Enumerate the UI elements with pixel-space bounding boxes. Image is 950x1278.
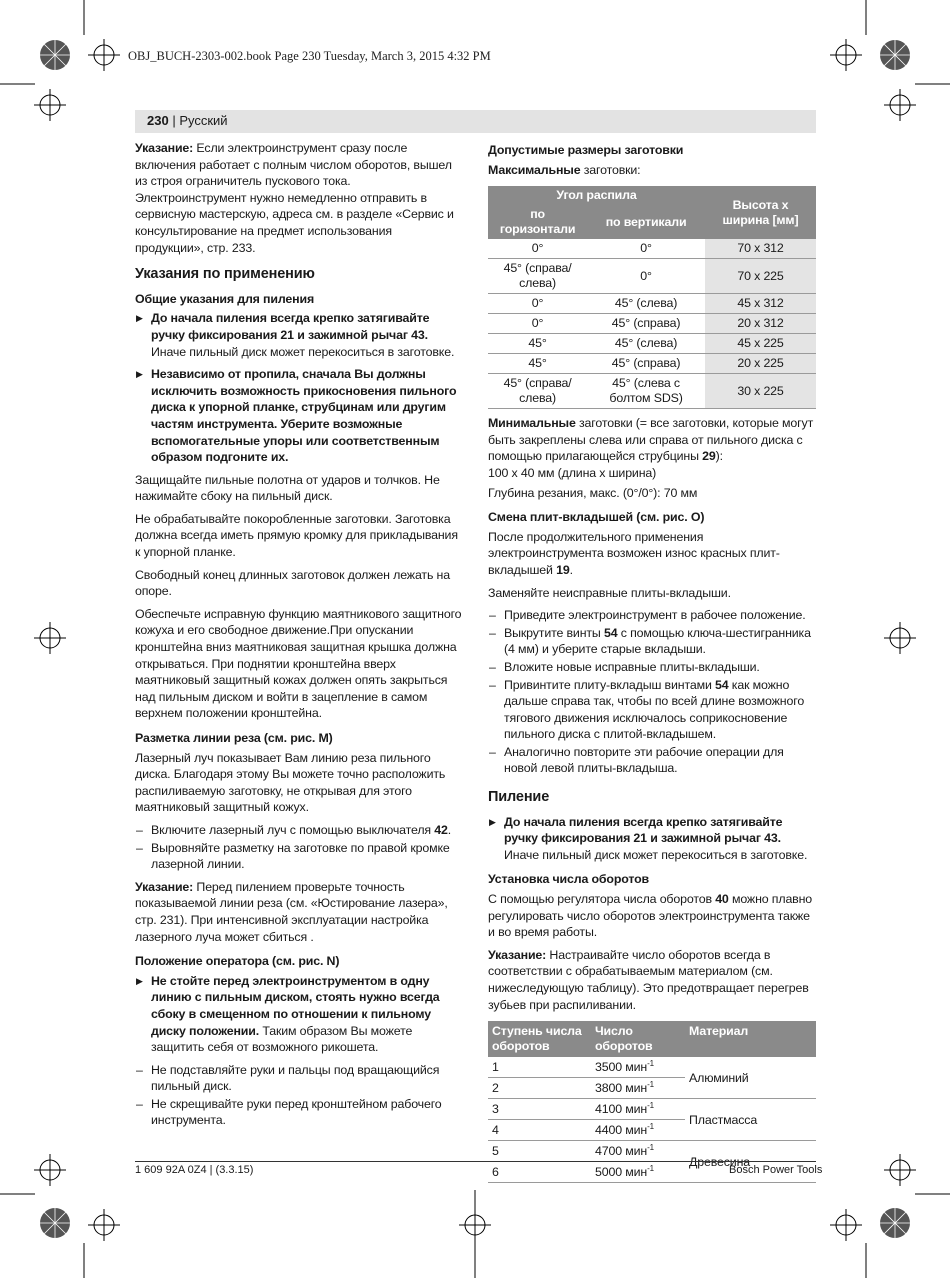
heading-inserts: Смена плит-вкладышей (см. рис. O): [488, 510, 705, 525]
th-rpm: Число оборотов: [591, 1021, 685, 1057]
cell-vertical: 45° (слева с болтом SDS): [587, 374, 705, 409]
warning-tighten-2: ▶ До начала пиления всегда крепко затягивайте ручку фиксирования 21 и зажимной рычаг 43. Иначе пильный диск может перекоситься в заготовке.: [488, 814, 816, 864]
paragraph-laser: Лазерный луч показывает Вам линию реза пильного диска. Благодаря этому Вы можете точно расположить распиливаемую заготовку, не открывая для этого маятниковый защитный кожух.: [135, 750, 446, 815]
cell-material: Древесина: [685, 1141, 816, 1183]
cell-horizontal: 45° (справа/слева): [488, 374, 587, 409]
cell-rpm: [591, 1162, 685, 1183]
cell-rpm: [591, 1078, 685, 1099]
cell-step: 4: [488, 1120, 591, 1141]
cell-size: 20 x 312: [705, 314, 816, 334]
page-header: 230 | Русский: [147, 113, 228, 128]
cell-size: 70 x 225: [705, 259, 816, 294]
rpm-exponent: -1: [647, 1143, 654, 1153]
rpm-unit: мин: [625, 1165, 648, 1180]
table-row: [488, 1099, 816, 1120]
th-angle: Угол распила: [488, 186, 705, 205]
cut-depth: Глубина резания, макс. (0°/0°): 70 мм: [488, 485, 698, 500]
table-row: [488, 334, 816, 354]
table-row: [488, 314, 816, 334]
cell-rpm: [591, 1120, 685, 1141]
note-speed: Указание: Настраивайте число оборотов всегда в соответствии с обрабатываемым материалом (см. нижеследующую таблицу). Это предотвращает перегрев зубьев при распиливании.: [488, 947, 809, 1012]
page-header-bar: [135, 110, 816, 133]
paragraph-guard: Обеспечьте исправную функцию маятникового защитного кожуха и его свободное движение.При опускании кронштейна вниз маятниковая защитная крышка должна открываться. При поднятии кронштейна вверх маятниковый защитный кожах должен опять закрыться над пильным диском и войти в зацепление в самом верхнем положении кронштейна.: [135, 606, 462, 721]
heading-general: Общие указания для пиления: [135, 291, 315, 306]
insert-step-4: – Привинтите плиту-вкладыш винтами 54 как можно дальше справа так, чтобы по всей длине возможного тягового движения исключалось соприкосновение пильного диска с плитой-вкладышем.: [488, 677, 816, 743]
rpm-unit: мин: [625, 1081, 648, 1096]
table-row: [488, 354, 816, 374]
insert-step-1: – Приведите электроинструмент в рабочее положение.: [488, 607, 816, 624]
th-size: Высота x ширина [мм]: [705, 186, 816, 239]
cell-rpm: [591, 1057, 685, 1078]
step-align: – Выровняйте разметку на заготовке по правой кромке лазерной линии.: [135, 840, 463, 873]
warning-contact: ▶ Независимо от пропила, сначала Вы должны исключить возможность прикосновения пильного диска к упорной планке, струбцинам или другим частям инструмента. Уберите возможные вспомогательные упоры или соответственным образом подгоните их.: [135, 366, 463, 466]
cell-vertical: 0°: [587, 259, 705, 294]
cell-rpm: [591, 1141, 685, 1162]
heading-speed: Установка числа оборотов: [488, 872, 649, 887]
cell-vertical: 45° (слева): [587, 334, 705, 354]
cell-vertical: 45° (справа): [587, 314, 705, 334]
cell-step: 3: [488, 1099, 591, 1120]
cell-rpm: [591, 1099, 685, 1120]
rpm-exponent: -1: [647, 1164, 654, 1174]
table-row: [488, 239, 816, 259]
footer-doc-number: 1 609 92A 0Z4 | (3.3.15): [135, 1164, 254, 1176]
inserts-paragraph: После продолжительного применения электроинструмента возможен износ красных плит-вкладышей 19.: [488, 529, 780, 577]
warning-tighten: ▶ До начала пиления всегда крепко затягивайте ручку фиксирования 21 и зажимной рычаг 43. Иначе пильный диск может перекоситься в заготовке.: [135, 310, 463, 360]
heading-operator: Положение оператора (см. рис. N): [135, 954, 340, 969]
cell-step: 5: [488, 1141, 591, 1162]
cell-vertical: 45° (слева): [587, 294, 705, 314]
rpm-value: 3800: [595, 1081, 622, 1096]
paragraph-support: Свободный конец длинных заготовок должен лежать на опоре.: [135, 567, 450, 599]
rpm-value: 4100: [595, 1102, 622, 1117]
cell-size: 30 x 225: [705, 374, 816, 409]
cell-step: 6: [488, 1162, 591, 1183]
rpm-exponent: -1: [647, 1122, 654, 1132]
min-paragraph: Минимальные заготовки (= все заготовки, которые могут быть закреплены слева или справа от пильного диска с помощью прилагающейся струбцины 29):: [488, 416, 814, 464]
table-row: [488, 374, 816, 409]
cell-horizontal: 45°: [488, 334, 587, 354]
max-label: Максимальные заготовки:: [488, 162, 641, 177]
insert-step-2: – Выкрутите винты 54 с помощью ключа-шестигранника (4 мм) и уберите старые вкладыши.: [488, 625, 816, 658]
rpm-unit: мин: [625, 1060, 648, 1075]
speed-paragraph: С помощью регулятора числа оборотов 40 можно плавно регулировать число оборотов электроинструмента также и во время работы.: [488, 892, 813, 940]
cell-horizontal: 45°: [488, 354, 587, 374]
paragraph-warped: Не обрабатывайте покоробленные заготовки. Заготовка должна всегда иметь прямую кромку для прикладывания к упорной планке.: [135, 511, 458, 560]
step-arms: – Не скрещивайте руки перед кронштейном рабочего инструмента.: [135, 1096, 463, 1129]
cell-size: 20 x 225: [705, 354, 816, 374]
table-row: [488, 259, 816, 294]
cell-vertical: 45° (справа): [587, 354, 705, 374]
footer-rule: [135, 1161, 816, 1162]
cell-horizontal: 0°: [488, 239, 587, 259]
sizes-table: [488, 186, 816, 409]
cell-vertical: 0°: [587, 239, 705, 259]
rpm-exponent: -1: [647, 1059, 654, 1069]
warning-position: ▶ Не стойте перед электроинструментом в одну линию с пильным диском, стоять нужно всегда сбоку в смещенном по отношении к пильному диску положении. Таким образом Вы можете защитить себя от возможного рикошета.: [135, 973, 463, 1056]
left-column: [135, 140, 463, 1130]
rpm-value: 4400: [595, 1123, 622, 1138]
insert-step-3: – Вложите новые исправные плиты-вкладыши.: [488, 659, 816, 676]
print-slug: OBJ_BUCH-2303-002.book Page 230 Tuesday, March 3, 2015 4:32 PM: [128, 49, 491, 63]
table-row: [488, 1057, 816, 1078]
cell-material: Алюминий: [685, 1057, 816, 1099]
page-number: 230: [147, 113, 169, 128]
rpm-unit: мин: [625, 1102, 648, 1117]
cell-size: 70 x 312: [705, 239, 816, 259]
rpm-unit: мин: [625, 1144, 648, 1159]
th-step: Ступень числа оборотов: [488, 1021, 591, 1057]
cell-horizontal: 45° (справа/слева): [488, 259, 587, 294]
cell-horizontal: 0°: [488, 314, 587, 334]
right-column: [488, 140, 816, 1183]
cell-material: Пластмасса: [685, 1099, 816, 1141]
th-material: Материал: [685, 1021, 816, 1057]
cell-step: 2: [488, 1078, 591, 1099]
heading-sizes: Допустимые размеры заготовки: [488, 143, 684, 157]
note-laser: Указание: Перед пилением проверьте точность показываемой линии реза (см. «Юстирование лазера», стр. 231). При интенсивной эксплуатации настройка лазерного луча может сбиться .: [135, 879, 448, 944]
page-language: Русский: [179, 113, 228, 128]
step-laser-on: – Включите лазерный луч с помощью выключателя 42.: [135, 822, 463, 839]
speed-table: [488, 1021, 816, 1183]
th-horizontal: по горизонтали: [488, 205, 587, 239]
note-start-current: Указание: Если электроинструмент сразу после включения работает с полным числом оборотов, вышел из строя ограничитель пускового тока. Электроинструмент нужно немедленно отправить в сервисную мастерскую, адреса см. в разделе «Сервис и консультирование на предмет использования продукции», стр. 233.: [135, 141, 454, 255]
heading-usage: Указания по применению: [135, 266, 315, 283]
rpm-value: 4700: [595, 1144, 622, 1159]
footer-brand: Bosch Power Tools: [729, 1164, 823, 1176]
th-vertical: по вертикали: [587, 205, 705, 239]
rpm-unit: мин: [625, 1123, 648, 1138]
cell-step: 1: [488, 1057, 591, 1078]
rpm-exponent: -1: [647, 1101, 654, 1111]
heading-laser: Разметка линии реза (см. рис. M): [135, 731, 333, 745]
inserts-replace: Заменяйте неисправные плиты-вкладыши.: [488, 585, 731, 600]
table-row: [488, 1141, 816, 1162]
rpm-value: 3500: [595, 1060, 622, 1075]
cell-horizontal: 0°: [488, 294, 587, 314]
step-hands: – Не подставляйте руки и пальцы под вращающийся пильный диск.: [135, 1062, 463, 1095]
insert-step-5: – Аналогично повторите эти рабочие операции для новой левой плиты-вкладыша.: [488, 744, 816, 777]
min-size: 100 x 40 мм (длина x ширина): [488, 465, 657, 480]
rpm-value: 5000: [595, 1165, 622, 1180]
rpm-exponent: -1: [647, 1080, 654, 1090]
heading-sawing: Пиление: [488, 789, 550, 806]
table-row: [488, 294, 816, 314]
paragraph-protect: Защищайте пильные полотна от ударов и толчков. Не нажимайте сбоку на пильный диск.: [135, 472, 440, 504]
cell-size: 45 x 312: [705, 294, 816, 314]
cell-size: 45 x 225: [705, 334, 816, 354]
